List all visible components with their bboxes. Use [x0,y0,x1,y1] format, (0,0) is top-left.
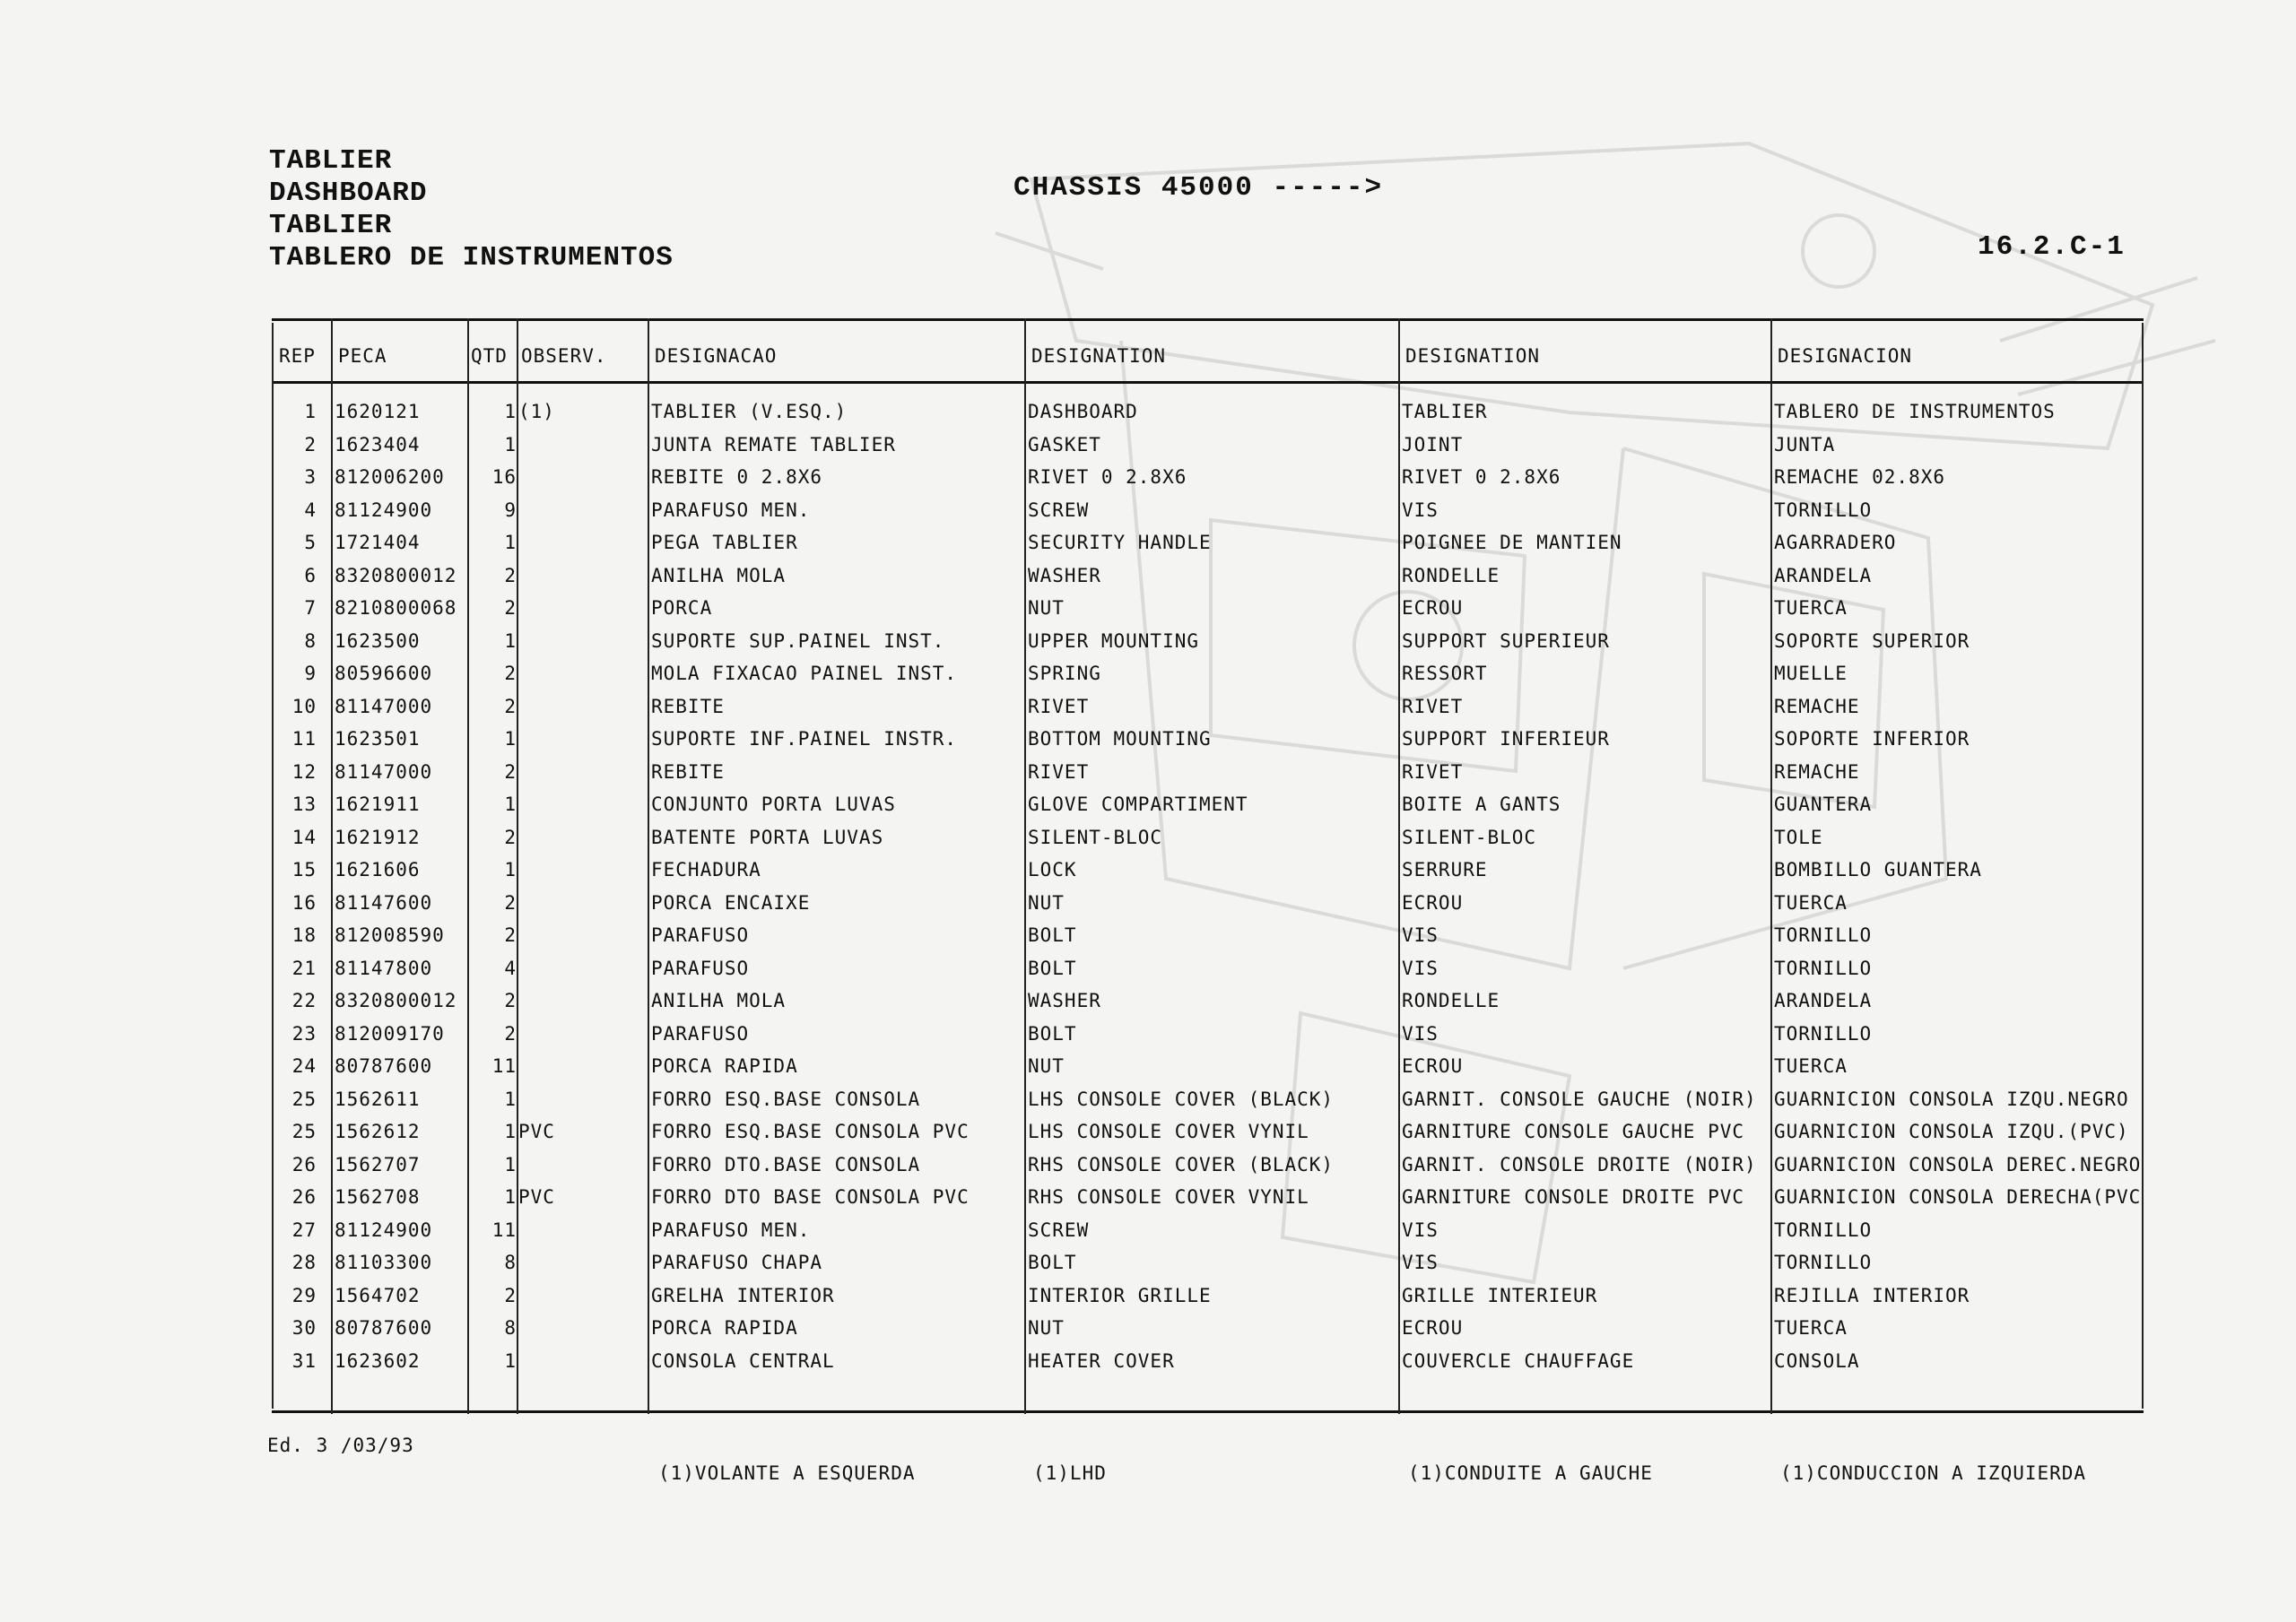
cell-designacion: SOPORTE INFERIOR [1774,728,1970,750]
cell-designacao: PORCA RAPIDA [651,1317,798,1339]
table-row [272,625,2144,658]
cell-designation-en: WASHER [1028,990,1101,1011]
cell-designation-fr: POIGNEE DE MANTIEN [1402,532,1622,553]
cell-rep: 26 [291,1153,317,1175]
cell-designation-fr: RIVET [1402,760,1464,783]
cell-rep: 28 [291,1252,317,1273]
cell-designation-fr: SUPPORT SUPERIEUR [1402,629,1610,652]
cell-designacion: TUERCA [1774,597,1848,619]
cell-rep: 1 [304,401,317,422]
cell-rep: 30 [291,1317,317,1339]
cell-designacao: PARAFUSO MEN. [651,1219,811,1241]
cell-designacion: TABLERO DE INSTRUMENTOS [1774,401,2056,422]
cell-designacao: PEGA TABLIER [651,532,798,553]
cell-rep: 12 [291,760,317,783]
cell-designation-fr: BOITE A GANTS [1402,794,1561,815]
cell-qtd: 1 [504,1349,517,1372]
cell-peca: 81124900 [335,499,433,521]
cell-peca: 1621911 [335,794,421,815]
cell-observ: PVC [518,1186,555,1208]
cell-designation-en: LOCK [1028,859,1077,880]
cell-designation-en: LHS CONSOLE COVER (BLACK) [1028,1088,1335,1110]
cell-designacao: PORCA ENCAIXE [651,891,811,914]
cell-designacao: ANILHA MOLA [651,990,787,1011]
cell-rep: 18 [291,924,317,946]
cell-rep: 4 [304,499,317,521]
cell-designation-en: GLOVE COMPARTIMENT [1028,794,1248,815]
cell-qtd: 9 [504,499,517,521]
table-row [272,984,2144,1018]
table-row [272,1279,2144,1313]
table-row [272,429,2144,462]
table-body [272,395,2144,1377]
cell-rep: 23 [291,1022,317,1045]
column-header-designation-fr: DESIGNATION [1405,345,1541,367]
cell-designacao: PARAFUSO [651,957,750,979]
cell-peca: 812009170 [335,1022,445,1045]
cell-designation-fr: SUPPORT INFERIEUR [1402,728,1610,750]
cell-rep: 26 [291,1186,317,1208]
cell-rep: 8 [304,629,317,652]
cell-qtd: 2 [504,597,517,619]
cell-rep: 15 [291,859,317,880]
table-row [272,526,2144,559]
cell-peca: 1623501 [335,728,421,750]
cell-peca: 1623500 [335,629,421,652]
table-row [272,821,2144,854]
cell-designation-en: BOTTOM MOUNTING [1028,728,1212,750]
cell-designation-fr: RONDELLE [1402,564,1500,586]
cell-designacion: REMACHE [1774,760,1860,783]
column-header-rep: REP [279,345,316,367]
cell-peca: 8320800012 [335,990,457,1011]
cell-rep: 5 [304,532,317,553]
cell-designacion: AGARRADERO [1774,532,1897,553]
cell-qtd: 1 [504,1186,517,1208]
cell-qtd: 2 [504,826,517,848]
cell-qtd: 2 [504,1284,517,1306]
title-es: TABLERO DE INSTRUMENTOS [269,242,674,273]
cell-designacao: FORRO ESQ.BASE CONSOLA [651,1088,921,1110]
cell-designation-en: SECURITY HANDLE [1028,532,1212,553]
cell-qtd: 1 [504,794,517,815]
chassis-range: CHASSIS 45000 -----> [1013,172,1384,204]
cell-designation-fr: GARNITURE CONSOLE DROITE PVC [1402,1186,1745,1208]
cell-qtd: 2 [504,990,517,1011]
cell-peca: 81103300 [335,1252,433,1273]
cell-designacao: PARAFUSO [651,924,750,946]
cell-designacion: GUANTERA [1774,794,1873,815]
cell-designation-en: RHS CONSOLE COVER (BLACK) [1028,1153,1335,1175]
table-row [272,1246,2144,1279]
cell-rep: 2 [304,433,317,455]
cell-rep: 3 [304,466,317,488]
cell-designacion: SOPORTE SUPERIOR [1774,629,1970,652]
cell-peca: 81124900 [335,1219,433,1241]
cell-designation-en: BOLT [1028,957,1077,979]
cell-qtd: 2 [504,924,517,946]
cell-qtd: 1 [504,401,517,422]
cell-designacao: FORRO DTO.BASE CONSOLA [651,1153,921,1175]
cell-designation-en: BOLT [1028,1022,1077,1045]
cell-qtd: 1 [504,728,517,750]
cell-designacion: TORNILLO [1774,957,1873,979]
cell-designation-fr: GARNIT. CONSOLE GAUCHE (NOIR) [1402,1088,1757,1110]
cell-designation-fr: ECROU [1402,1317,1464,1339]
cell-designation-fr: RONDELLE [1402,990,1500,1011]
cell-qtd: 11 [491,1219,517,1241]
cell-designacion: TORNILLO [1774,499,1873,521]
cell-qtd: 1 [504,1088,517,1110]
cell-designacion: GUARNICION CONSOLA IZQU.NEGRO [1774,1088,2129,1110]
cell-qtd: 2 [504,695,517,717]
cell-designation-en: NUT [1028,1317,1065,1339]
table-row [272,887,2144,920]
cell-designation-en: RIVET 0 2.8X6 [1028,466,1187,488]
table-row [272,461,2144,494]
cell-designation-fr: ECROU [1402,1055,1464,1077]
cell-designacao: MOLA FIXACAO PAINEL INST. [651,663,958,684]
title-fr-2: TABLIER [269,210,393,241]
cell-designation-fr: VIS [1402,1219,1439,1241]
cell-peca: 80787600 [335,1317,433,1339]
cell-rep: 25 [291,1088,317,1110]
cell-qtd: 1 [504,629,517,652]
cell-peca: 80787600 [335,1055,433,1077]
column-header-peca: PECA [338,345,387,367]
cell-designation-fr: RIVET [1402,695,1464,717]
cell-designacao: FORRO ESQ.BASE CONSOLA PVC [651,1121,970,1142]
table-row [272,1050,2144,1083]
cell-qtd: 2 [504,891,517,914]
table-row [272,494,2144,527]
table-row [272,854,2144,887]
cell-designacao: REBITE 0 2.8X6 [651,466,823,488]
footnote-es: (1)CONDUCCION A IZQUIERDA [1780,1462,2087,1484]
cell-peca: 1621912 [335,826,421,848]
cell-designacion: GUARNICION CONSOLA DEREC.NEGRO [1774,1153,2142,1175]
cell-designacao: SUPORTE INF.PAINEL INSTR. [651,728,958,750]
cell-peca: 1621606 [335,859,421,880]
table-row [272,1115,2144,1149]
cell-peca: 8320800012 [335,564,457,586]
column-header-designacao: DESIGNACAO [655,345,778,367]
page-code: 16.2.C-1 [1978,231,2126,263]
cell-designation-fr: JOINT [1402,433,1464,455]
title-fr: TABLIER [269,145,393,177]
parts-table [272,318,2144,1414]
table-row [272,1345,2144,1378]
cell-designation-en: RIVET [1028,760,1090,783]
cell-designation-en: BOLT [1028,1252,1077,1273]
cell-designation-fr: COUVERCLE CHAUFFAGE [1402,1349,1635,1372]
cell-designation-en: NUT [1028,891,1065,914]
cell-rep: 24 [291,1055,317,1077]
table-row [272,1149,2144,1182]
edition-date: Ed. 3 /03/93 [267,1435,414,1456]
cell-designacion: GUARNICION CONSOLA IZQU.(PVC) [1774,1121,2129,1142]
cell-designation-fr: VIS [1402,957,1439,979]
cell-qtd: 1 [504,859,517,880]
cell-peca: 1623404 [335,433,421,455]
cell-qtd: 2 [504,564,517,586]
column-header-observ: OBSERV. [521,345,607,367]
cell-peca: 1562612 [335,1121,421,1142]
cell-qtd: 8 [504,1317,517,1339]
cell-designacao: SUPORTE SUP.PAINEL INST. [651,629,945,652]
table-row [272,657,2144,690]
table-row [272,690,2144,724]
cell-qtd: 16 [491,466,517,488]
cell-designacion: CONSOLA [1774,1349,1860,1372]
table-row [272,395,2144,429]
column-header-qtd: QTD [471,345,508,367]
cell-designation-en: SCREW [1028,1219,1090,1241]
cell-designacao: PARAFUSO CHAPA [651,1252,823,1273]
cell-designation-fr: GARNIT. CONSOLE DROITE (NOIR) [1402,1153,1757,1175]
cell-designacion: TUERCA [1774,891,1848,914]
table-row [272,1312,2144,1345]
cell-designation-en: NUT [1028,597,1065,619]
cell-peca: 81147000 [335,760,433,783]
table-row [272,1181,2144,1214]
cell-designacao: ANILHA MOLA [651,564,787,586]
cell-designacao: REBITE [651,760,725,783]
column-header-designation-en: DESIGNATION [1031,345,1167,367]
cell-designacao: JUNTA REMATE TABLIER [651,433,896,455]
cell-designation-fr: GARNITURE CONSOLE GAUCHE PVC [1402,1121,1745,1142]
cell-designation-en: GASKET [1028,433,1101,455]
cell-designation-fr: ECROU [1402,891,1464,914]
cell-rep: 6 [304,564,317,586]
cell-designation-en: BOLT [1028,924,1077,946]
column-header-designacion: DESIGNACION [1778,345,1913,367]
cell-peca: 81147600 [335,891,433,914]
cell-designacion: TOLE [1774,826,1823,848]
cell-designation-fr: VIS [1402,1252,1439,1273]
cell-designation-fr: VIS [1402,1022,1439,1045]
cell-rep: 13 [291,794,317,815]
cell-designation-fr: TABLIER [1402,401,1488,422]
cell-observ: PVC [518,1121,555,1142]
cell-qtd: 1 [504,1153,517,1175]
cell-qtd: 8 [504,1252,517,1273]
cell-designation-en: DASHBOARD [1028,401,1138,422]
table-row [272,952,2144,985]
cell-designation-en: LHS CONSOLE COVER VYNIL [1028,1121,1309,1142]
cell-designacao: BATENTE PORTA LUVAS [651,826,884,848]
cell-designation-en: WASHER [1028,564,1101,586]
cell-peca: 1562708 [335,1186,421,1208]
table-row [272,723,2144,756]
cell-designacion: TORNILLO [1774,924,1873,946]
cell-designation-en: RHS CONSOLE COVER VYNIL [1028,1186,1309,1208]
cell-designation-en: NUT [1028,1055,1065,1077]
cell-rep: 14 [291,826,317,848]
footnote-en: (1)LHD [1033,1462,1107,1484]
cell-designacion: MUELLE [1774,663,1848,684]
cell-designacion: ARANDELA [1774,564,1873,586]
footnote-fr: (1)CONDUITE A GAUCHE [1408,1462,1653,1484]
cell-designation-fr: RIVET 0 2.8X6 [1402,466,1561,488]
cell-peca: 80596600 [335,663,433,684]
cell-designacion: TUERCA [1774,1317,1848,1339]
cell-rep: 27 [291,1219,317,1241]
cell-rep: 25 [291,1121,317,1142]
cell-designation-en: UPPER MOUNTING [1028,629,1200,652]
cell-qtd: 2 [504,1022,517,1045]
cell-peca: 812008590 [335,924,445,946]
table-row [272,919,2144,952]
table-row [272,1214,2144,1247]
cell-rep: 7 [304,597,317,619]
table-row [272,1083,2144,1116]
cell-designation-en: SILENT-BLOC [1028,826,1163,848]
cell-designacion: TORNILLO [1774,1022,1873,1045]
cell-peca: 1620121 [335,401,421,422]
cell-designation-fr: ECROU [1402,597,1464,619]
footnote-pt: (1)VOLANTE A ESQUERDA [658,1462,916,1484]
cell-peca: 812006200 [335,466,445,488]
cell-qtd: 1 [504,433,517,455]
cell-designation-en: HEATER COVER [1028,1349,1175,1372]
cell-designacion: REJILLA INTERIOR [1774,1284,1970,1306]
cell-peca: 1623602 [335,1349,421,1372]
cell-rep: 10 [291,695,317,717]
table-bottom-rule [272,1410,2144,1413]
cell-designacion: ARANDELA [1774,990,1873,1011]
cell-designation-fr: RESSORT [1402,663,1488,684]
title-en: DASHBOARD [269,178,428,209]
cell-designation-fr: SILENT-BLOC [1402,826,1537,848]
cell-designacion: REMACHE 02.8X6 [1774,466,1946,488]
table-row [272,592,2144,625]
cell-designation-fr: GRILLE INTERIEUR [1402,1284,1598,1306]
cell-designacao: TABLIER (V.ESQ.) [651,401,848,422]
cell-designacion: TORNILLO [1774,1219,1873,1241]
cell-peca: 1721404 [335,532,421,553]
table-row [272,756,2144,789]
cell-qtd: 11 [491,1055,517,1077]
cell-rep: 29 [291,1284,317,1306]
cell-peca: 8210800068 [335,597,457,619]
cell-designation-en: INTERIOR GRILLE [1028,1284,1212,1306]
cell-qtd: 1 [504,1121,517,1142]
cell-peca: 81147000 [335,695,433,717]
cell-designacao: PORCA [651,597,713,619]
cell-qtd: 4 [504,957,517,979]
cell-peca: 81147800 [335,957,433,979]
table-row [272,788,2144,821]
cell-designacao: FECHADURA [651,859,761,880]
cell-rep: 16 [291,891,317,914]
cell-designacao: PARAFUSO MEN. [651,499,811,521]
cell-designation-en: SPRING [1028,663,1101,684]
table-row [272,1018,2144,1051]
cell-rep: 21 [291,957,317,979]
cell-rep: 11 [291,728,317,750]
cell-designation-fr: SERRURE [1402,859,1488,880]
cell-designacion: TORNILLO [1774,1252,1873,1273]
cell-designacao: PORCA RAPIDA [651,1055,798,1077]
cell-rep: 31 [291,1349,317,1372]
cell-designacao: CONSOLA CENTRAL [651,1349,835,1372]
cell-designacao: GRELHA INTERIOR [651,1284,835,1306]
cell-designacao: PARAFUSO [651,1022,750,1045]
cell-peca: 1562707 [335,1153,421,1175]
cell-peca: 1562611 [335,1088,421,1110]
cell-qtd: 2 [504,663,517,684]
table-header-rule [272,381,2144,384]
cell-designacion: JUNTA [1774,433,1836,455]
cell-qtd: 1 [504,532,517,553]
document-title-block [269,145,674,274]
cell-designacao: REBITE [651,695,725,717]
cell-designation-en: RIVET [1028,695,1090,717]
cell-designacion: GUARNICION CONSOLA DERECHA(PVC [1774,1186,2142,1208]
cell-designation-fr: VIS [1402,924,1439,946]
cell-designation-en: SCREW [1028,499,1090,521]
cell-designacion: TUERCA [1774,1055,1848,1077]
cell-designacion: BOMBILLO GUANTERA [1774,859,1982,880]
cell-rep: 9 [304,663,317,684]
cell-designacion: REMACHE [1774,695,1860,717]
cell-observ: (1) [518,401,555,422]
cell-qtd: 2 [504,760,517,783]
cell-designation-fr: VIS [1402,499,1439,521]
table-row [272,559,2144,593]
cell-designacao: CONJUNTO PORTA LUVAS [651,794,896,815]
cell-rep: 22 [291,990,317,1011]
cell-peca: 1564702 [335,1284,421,1306]
table-top-rule [272,318,2144,321]
cell-designacao: FORRO DTO BASE CONSOLA PVC [651,1186,970,1208]
